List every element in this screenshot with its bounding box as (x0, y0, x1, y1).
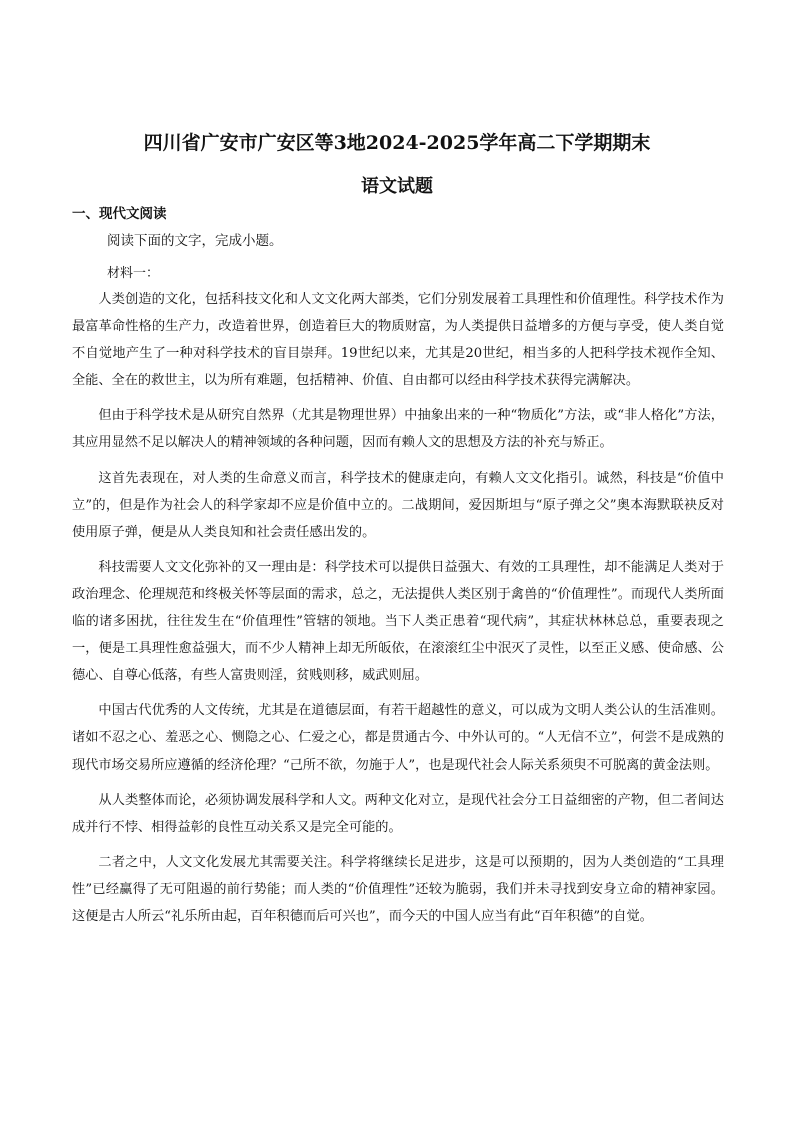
section-heading: 一、现代文阅读 (72, 206, 167, 222)
paragraph: 从人类整体而论，必须协调发展科学和人文。两种文化对立，是现代社会分工日益细密的产物，但二者间达成并行不悖、相得益彰的良性互动关系又是完全可能的。 (72, 792, 724, 835)
paragraph: 人类创造的文化，包括科技文化和人文文化两大部类，它们分别发展着工具理性和价值理性。科学技术作为最富革命性格的生产力，改造着世界，创造着巨大的物质财富，为人类提供日益增多的方便与享受，使人类自觉不自觉地产生了一种对科学技术的盲目崇拜。19世纪以来，尤其是20世纪，相当多的人把科学技术视作全知、全能、全在的救世主，以为所有难题，包括精神、价值、自由都可以经由科学技术获得完满解决。 (72, 292, 724, 389)
article-body (72, 286, 724, 938)
paragraph: 二者之中，人文文化发展尤其需要关注。科学将继续长足进步，这是可以预期的，因为人类创造的“工具理性”已经赢得了无可阻遏的前行势能；而人类的“价值理性”还较为脆弱，我们并未寻找到安身立命的精神家园。这便是古人所云“礼乐所由起，百年积德而后可兴也”，而今天的中国人应当有此“百年积德”的自觉。 (72, 854, 724, 924)
document-subtitle: 语文试题 (361, 176, 433, 197)
paragraph: 这首先表现在，对人类的生命意义而言，科学技术的健康走向，有赖人文文化指引。诚然，科技是“价值中立”的，但是作为社会人的科学家却不应是价值中立的。二战期间，爱因斯坦与“原子弹之父”奥本海默联袂反对使用原子弹，便是从人类良知和社会责任感出发的。 (72, 470, 724, 540)
material-label: 材料一： (107, 266, 160, 281)
paragraph: 科技需要人文文化弥补的又一理由是：科学技术可以提供日益强大、有效的工具理性，却不能满足人类对于政治理念、伦理规范和终极关怀等层面的需求，总之，无法提供人类区别于禽兽的“价值理性”。而现代人类所面临的诸多困扰，往往发生在“价值理性”管辖的领地。当下人类正患着“现代病”，其症状林林总总，重要表现之一，便是工具理性愈益强大，而不少人精神上却无所皈依，在滚滚红尘中泯灭了灵性，以至正义感、使命感、公德心、自尊心低落，有些人富贵则淫，贫贱则移，威武则屈。 (72, 559, 724, 684)
document-title: 四川省广安市广安区等3地2024-2025学年高二下学期期末 (143, 132, 651, 154)
paragraph: 中国古代优秀的人文传统，尤其是在道德层面，有若干超越性的意义，可以成为文明人类公认的生活准则。诸如不忍之心、羞恶之心、恻隐之心、仁爱之心，都是贯通古今、中外认可的。“人无信不立”，何尝不是成熟的现代市场交易所应遵循的经济伦理？“己所不欲，勿施于人”，也是现代社会人际关系须臾不可脱离的黄金法则。 (72, 703, 724, 773)
reading-instruction: 阅读下面的文字，完成小题。 (107, 233, 283, 249)
paragraph: 但由于科学技术是从研究自然界（尤其是物理世界）中抽象出来的一种“物质化”方法，或“非人格化”方法，其应用显然不足以解决人的精神领域的各种问题，因而有赖人文的思想及方法的补充与矫正。 (72, 408, 724, 451)
